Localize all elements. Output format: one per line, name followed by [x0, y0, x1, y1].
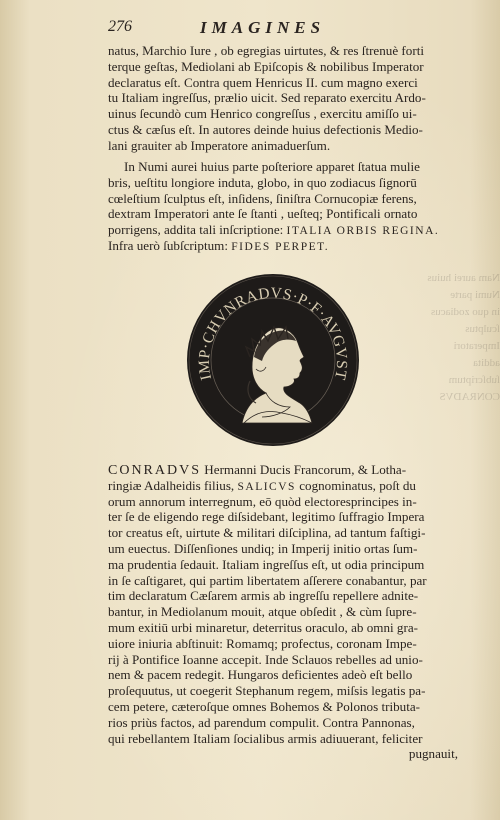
text-fragment: cognominatus, poſt du: [299, 477, 416, 493]
text-line: rios priùs factos, ad parendum compulit. Contra Pannonas,: [108, 714, 415, 730]
text-line: qui rebellantem Italiam ſocialibus armis adiuuerant, feliciter: [108, 730, 423, 746]
running-title: IMAGINES: [200, 18, 326, 37]
text-line: um euectus. Diſſenſiones undiq; in Imperij initio ortas ſum-: [108, 540, 418, 556]
text-line: [108, 462, 458, 478]
inscription-italia: ITALIA ORBIS REGINA.: [286, 225, 440, 238]
text-line: cem petere, cæteroſque omnes Bohemos & Polonos tributa-: [108, 698, 420, 714]
text-line: tim declaratum Cæſarem armis ab ingreſſu repellere adnite-: [108, 588, 419, 604]
paragraph-conradus: [108, 462, 458, 762]
text-line: tu Italiam ingreſſus, prælio uicit. Sed reparato exercitu Ardo-: [108, 90, 426, 106]
name-salicus: SALICVS: [237, 480, 296, 493]
text-fragment: porrigens, addita tali inſcriptione:: [108, 222, 284, 238]
catchword: pugnauit,: [408, 746, 458, 762]
text-line: [108, 238, 458, 254]
text-line: in ſe caſtigaret, qui partim libertatem aſſerere conabantur, par: [108, 572, 427, 588]
text-line: In Numi aurei huius parte poſteriore apparet ſtatua mulie: [124, 159, 420, 174]
text-line: ter ſe de eligendo rege diſsidebant, legitimo ſuffragio Impera: [108, 509, 425, 525]
text-line: dextram Imperatori ante ſe ſtanti , ueſteq; Pontificali ornato: [108, 206, 418, 222]
text-line: cœleſtium ſculptus eſt, inſidens, ſiniſtra Cornucopiæ ferens,: [108, 190, 417, 206]
page-number: 276: [108, 18, 132, 35]
show-through-text: Nam aurei huius Numi parte in quo zodiacus ſculptus Imperatori addita ſubſcriptum CONRADVS: [427, 272, 500, 403]
text-line: declaratus eſt. Contra quem Henricus II. cum magno exerci: [108, 74, 418, 90]
text-line: tor creatus eſt, uirtute & militari diſciplina, ad tantum faſtigi-: [108, 525, 426, 541]
text-line: nem & pacem redegit. Hungaros deficientes adeò eſt bello: [108, 667, 413, 683]
coin-engraving: [186, 273, 360, 447]
text-line: rij à Pontifice Ioanne accepit. Inde Sclauos rebelles ad unio-: [108, 651, 423, 667]
text-line: uinus ſecundò cum Henrico congreſſus , exercitu amiſſo ui-: [108, 106, 417, 122]
text-line: [108, 478, 458, 494]
inscription-fides: FIDES PERPET.: [231, 240, 330, 253]
text-line: bantur, in Mediolanum mouit, atque obſedit , & cùm ſupre-: [108, 604, 417, 620]
text-line: ma prudentia ſedauit. Italiam ingreſſus eſt, ut odia principum: [108, 556, 425, 572]
text-line: proſequutus, ut coegerit Stephanum regem, miſsis legatis pa-: [108, 683, 426, 699]
text-line: [108, 222, 458, 238]
text-line: natus, Marchio Iure , ob egregias uirtutes, & res ſtrenuè forti: [108, 43, 424, 58]
coin-legend: IMP·CHVNRADVS·P·F·AVGVST: [195, 284, 351, 382]
text-line: ctus & cæſus eſt. In autores deinde huius defectionis Medio-: [108, 121, 423, 137]
paragraph-coin-description: [108, 159, 458, 254]
paragraph-ardoinus: [108, 43, 458, 154]
text-fragment: ringiæ Adalheidis filius,: [108, 477, 235, 493]
text-fragment: Infra uerò ſubſcriptum:: [108, 237, 228, 253]
text-line: uiore iniuria abſtinuit: Romamq; profectus, coronam Impe-: [108, 635, 417, 651]
name-conradus: CONRADVS: [108, 463, 202, 478]
text-line: bris, ueſtitu longiore induta, globo, in quo zodiacus ſignorū: [108, 174, 417, 190]
text-line: lani grauiter ab Imperatore animaduerſum.: [108, 137, 331, 153]
text-line: terque geſtas, Mediolani ab Epiſcopis & nobilibus Imperator: [108, 58, 424, 74]
coin-image: [186, 273, 360, 447]
text-line: orum annorum interregnum, eō quòd electoresprincipes in-: [108, 493, 417, 509]
running-head: [108, 18, 468, 40]
text-fragment: Hermanni Ducis Francorum, & Lotha-: [204, 462, 407, 477]
text-line: mum exitiū urbi minaretur, deterritus oraculo, ab omni gra-: [108, 619, 418, 635]
